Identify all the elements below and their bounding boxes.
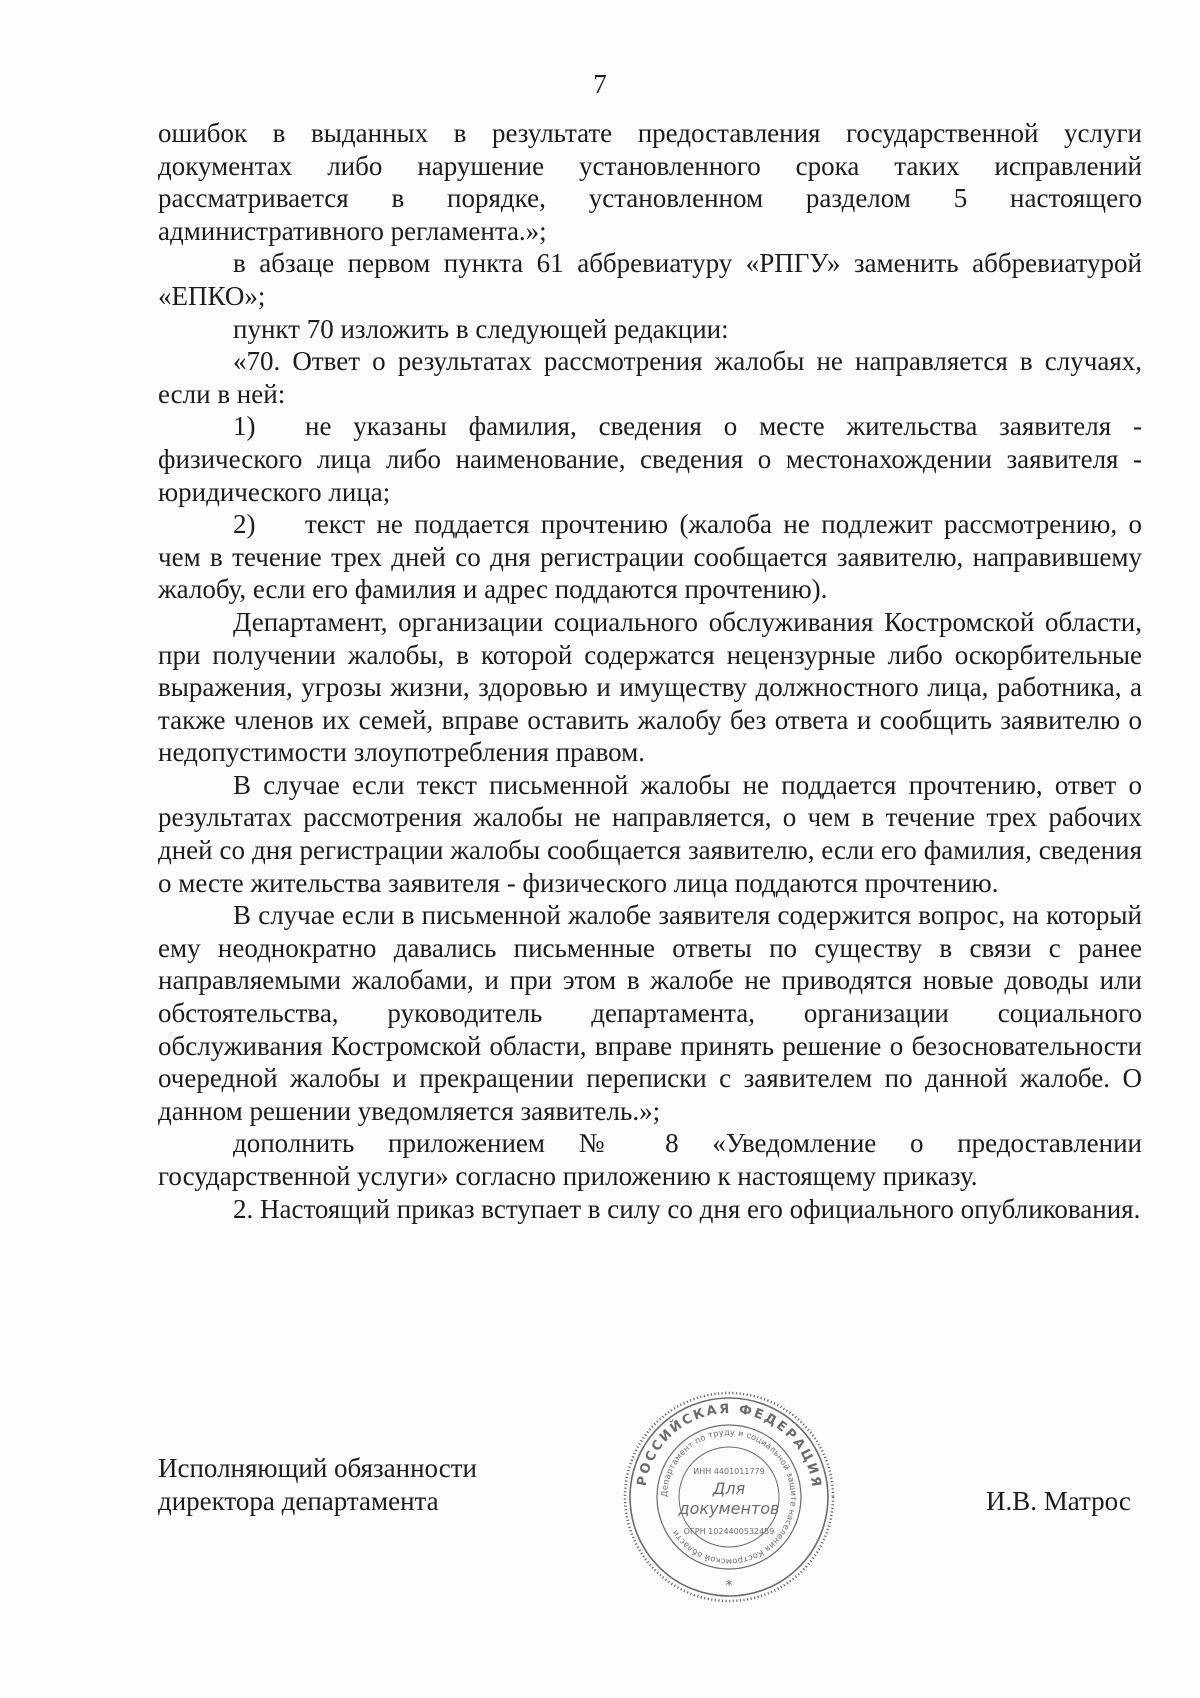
- paragraph-continuation: ошибок в выданных в результате предоставления государственной услуги документах либо нарушение установленного срока таких исправлений рассматривается в порядке, установленном разделом 5 настоящего административного регламента.»;: [158, 118, 1142, 246]
- document-body: [158, 117, 1142, 1225]
- stamp-inn: ИНН 4401011779: [693, 1467, 765, 1476]
- list-item-number: 1): [233, 411, 256, 442]
- list-item-text: текст не поддается прочтению (жалоба не подлежит рассмотрению, о чем в течение трех дней со дня регистрации сообщается заявителю, направившему жалобу, если его фамилия и адрес поддаются прочтению).: [158, 509, 1142, 605]
- list-item-1: [158, 410, 1142, 508]
- stamp-star-icon: *: [725, 1578, 733, 1594]
- signatory-name: И.В. Матрос: [986, 1486, 1131, 1516]
- official-stamp: [618, 1386, 840, 1608]
- list-item-2: [158, 508, 1142, 606]
- signatory-position-line1: Исполняющий обязанности: [158, 1453, 477, 1483]
- stamp-outer-text: РОССИЙСКАЯ ФЕДЕРАЦИЯ: [634, 1401, 824, 1490]
- signatory-position-line2: директора департамента: [158, 1486, 439, 1516]
- paragraph-unreadable: В случае если текст письменной жалобы не поддается прочтению, ответ о результатах рассмотрения жалобы не направляется, о чем в течение трех рабочих дней со дня регистрации жалобы сообщается заявителю, если его фамилия, сведения о месте жительства заявителя - физического лица поддаются прочтению.: [158, 769, 1142, 898]
- signatory-position: [158, 1452, 618, 1518]
- stamp-seal: [618, 1386, 840, 1608]
- paragraph-item-70-intro: пункт 70 изложить в следующей редакции:: [233, 313, 729, 344]
- paragraph-item-61: в абзаце первом пункта 61 аббревиатуру «РПГУ» заменить аббревиатурой «ЕПКО»;: [158, 248, 1142, 311]
- list-item-text: не указаны фамилия, сведения о месте жительства заявителя - физического лица либо наименование, сведения о местонахождении заявителя - юридического лица;: [158, 411, 1142, 507]
- stamp-ogrn: ОГРН 1024400532459: [683, 1527, 775, 1536]
- page-number: 7: [593, 69, 607, 99]
- stamp-inner-text: Департамент по труду и социальной защите населения Костромской области: [658, 1426, 800, 1568]
- paragraph-appendix: дополнить приложением № 8 «Уведомление о предоставлении государственной услуги» согласно приложению к настоящему приказу.: [158, 1128, 1142, 1191]
- stamp-center-line1: Для: [712, 1479, 746, 1498]
- list-item-number: 2): [233, 509, 256, 540]
- paragraph-department: Департамент, организации социального обслуживания Костромской области, при получении жалобы, в которой содержатся нецензурные либо оскорбительные выражения, угрозы жизни, здоровью и имуществу должностного лица, работника, а также членов их семей, вправе оставить жалобу без ответа и сообщить заявителю о недопустимости злоупотребления правом.: [158, 606, 1142, 768]
- paragraph-effective-date: 2. Настоящий приказ вступает в силу со дня его официального опубликования.: [233, 1193, 1141, 1224]
- paragraph-repeated-complaint: В случае если в письменной жалобе заявителя содержится вопрос, на который ему неоднократно давались письменные ответы по существу в связи с ранее направляемыми жалобами, и при этом в жалобе не приводятся новые доводы или обстоятельства, руководитель департамента, организации социального обслуживания Костромской области, вправе принять решение о безосновательности очередной жалобы и прекращении переписки с заявителем по данной жалобе. О данном решении уведомляется заявитель.»;: [158, 900, 1142, 1126]
- paragraph-item-70-text: «70. Ответ о результатах рассмотрения жалобы не направляется в случаях, если в ней:: [158, 346, 1142, 409]
- stamp-center-line2: документов: [678, 1499, 780, 1518]
